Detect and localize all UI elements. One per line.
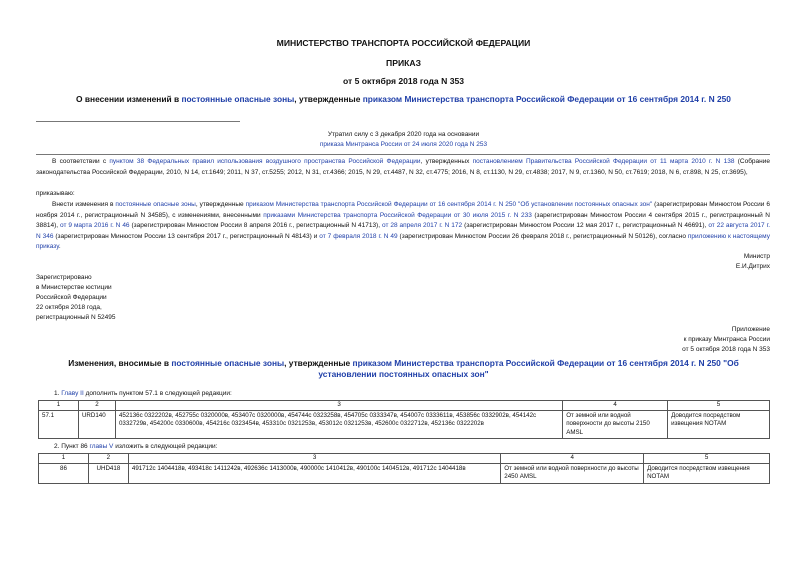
appendix-date: от 5 октября 2018 года N 353 xyxy=(682,346,770,353)
registration-line: Зарегистрировано xyxy=(36,274,92,281)
title-link-order[interactable]: приказом Министерства транспорта Российской Федерации от 16 сентября 2014 г. N 250 xyxy=(362,94,731,104)
registration-block xyxy=(36,273,116,323)
table-header-cell: 2 xyxy=(88,454,128,464)
table-header-cell: 1 xyxy=(39,454,89,464)
cell-altitude: От земной или водной поверхности до высоты 2150 AMSL xyxy=(563,410,668,439)
table-header-cell: 4 xyxy=(501,454,644,464)
cell-notice: Доводится посредством извещения NOTAM xyxy=(644,463,770,483)
preamble-text-1: В соответствии с xyxy=(52,158,110,165)
divider-short xyxy=(36,121,240,122)
signature-block xyxy=(736,252,770,272)
table-2-header-row xyxy=(39,454,770,464)
registration-line: регистрационный N 52495 xyxy=(36,314,116,321)
main-text-2: , утвержденные xyxy=(195,201,246,208)
table-row xyxy=(39,410,770,439)
table-2 xyxy=(38,453,770,484)
main-text-8: (зарегистрирован Минюстом России 26 февраля 2018 г., регистрационный N 50126), согласно xyxy=(397,232,688,240)
table-header-cell: 4 xyxy=(563,401,668,411)
cell-notice: Доводится посредством извещения NOTAM xyxy=(668,410,770,439)
item-1-text-1: 1. xyxy=(54,390,62,397)
main-link-order-233[interactable]: приказами Министерства транспорта Российской Федерации от 30 июля 2015 г. N 233 xyxy=(263,211,532,219)
changes-title-link-order-end[interactable]: установлении постоянных опасных зон" xyxy=(318,368,489,379)
main-text-3: (зарегистрирован Минюстом России 6 ноября 2014 г., регистрационный N 34585), с изменениями, внесенными xyxy=(36,201,771,219)
item-2 xyxy=(54,442,217,452)
repeal-note-link[interactable]: приказа Минтранса России от 24 июля 2020 года N 253 xyxy=(319,141,488,148)
main-link-order-172[interactable]: от 28 апреля 2017 г. N 172 xyxy=(381,222,463,230)
ministry-heading: МИНИСТЕРСТВО ТРАНСПОРТА РОССИЙСКОЙ ФЕДЕРАЦИИ xyxy=(276,38,531,48)
main-link-order-49[interactable]: от 7 февраля 2018 г. N 49 xyxy=(319,232,398,240)
changes-title-text-2: , утвержденные xyxy=(284,358,353,368)
item-1-text-2: дополнить пунктом 57.1 в следующей редакции: xyxy=(83,390,232,397)
main-text-7: (зарегистрирован Минюстом России 13 сентября 2017 г., регистрационный N 48143) и xyxy=(53,232,320,240)
table-1-header-row xyxy=(39,401,770,411)
order-word: приказываю: xyxy=(36,190,75,197)
item-2-text-1: 2. Пункт 86 xyxy=(54,443,90,450)
preamble-link-resolution[interactable]: постановлением Правительства Российской Федерации от 11 марта 2010 г. N 138 xyxy=(472,158,735,165)
main-link-order-346[interactable]: от 22 августа 2017 г. N 346 xyxy=(36,222,770,240)
registration-line: 22 октября 2018 года, xyxy=(36,304,102,311)
main-link-order-250[interactable]: приказом Министерства транспорта Российской Федерации от 16 сентября 2014 г. N 250 "Об установлении постоянных опасных зон" xyxy=(245,201,653,208)
main-link-order-46[interactable]: от 9 марта 2016 г. N 46 xyxy=(60,222,130,230)
cell-altitude: От земной или водной поверхности до высоты 2450 AMSL xyxy=(501,463,644,483)
preamble-link-rules[interactable]: пунктом 38 Федеральных правил использования воздушного пространства Российской Федерации xyxy=(109,158,421,165)
item-1 xyxy=(54,389,232,399)
appendix-order: к приказу Минтранса России xyxy=(683,336,770,343)
document-type: ПРИКАЗ xyxy=(386,58,421,68)
main-paragraph xyxy=(36,200,770,253)
changes-title-text-1: Изменения, вносимые в xyxy=(68,358,172,368)
cell-zone-code: UHD418 xyxy=(88,463,128,483)
table-header-cell: 3 xyxy=(128,454,500,464)
appendix-label: Приложение xyxy=(731,326,770,333)
cell-zone-code: URD140 xyxy=(78,410,115,439)
document-title xyxy=(0,94,807,104)
cell-number: 86 xyxy=(39,463,89,483)
document-date-number: от 5 октября 2018 года N 353 xyxy=(342,76,465,86)
item-2-text-2: изложить в следующей редакции: xyxy=(113,443,218,450)
item-2-link-chapter[interactable]: главы V xyxy=(89,443,114,450)
table-header-cell: 5 xyxy=(644,454,770,464)
appendix-block xyxy=(682,325,770,355)
item-1-link-chapter[interactable]: Главу II xyxy=(61,390,84,397)
main-text-5: (зарегистрирован Минюстом России 8 апреля 2016 г., регистрационный N 41713), xyxy=(129,222,382,230)
repeal-note-text: Утратил силу с 3 декабря 2020 года на основании xyxy=(327,131,480,138)
preamble-text-3: (Собрание законодательства Российской Федерации, 2010, N 14, ст.1649; 2011, N 37, ст.5255; 2012, N 31, ст.4366; 2015, N 29, ст.4487, N 32, ст.4775; 2016, N 8, ст.1130, N 29, ст.4838; 2017, N 9, ст.1360, N 50, ст.7619; 2018, N 6, ст.898, N 25, ст.3695), xyxy=(36,158,771,176)
main-text-4: (зарегистрирован Минюстом России 4 сентября 2015 г., регистрационный N 38814), xyxy=(36,211,771,230)
registration-line: в Министерстве юстиции xyxy=(36,284,112,291)
title-text-2: , утвержденные xyxy=(294,94,363,104)
table-header-cell: 1 xyxy=(39,401,79,411)
table-header-cell: 2 xyxy=(78,401,115,411)
table-1 xyxy=(38,400,770,439)
changes-title-link-order[interactable]: приказом Министерства транспорта Российской Федерации от 16 сентября 2014 г. N 250 "Об xyxy=(352,358,739,368)
changes-title xyxy=(40,358,767,379)
cell-coordinates: 491712с 1404418в, 493418с 1411242в, 492636с 1413000в, 490000с 1410412в, 490100с 1404512в, 491712с 1404418в xyxy=(128,463,500,483)
changes-title-link-zones[interactable]: постоянные опасные зоны xyxy=(171,358,285,368)
main-text-9: . xyxy=(58,243,61,251)
signature-name: Е.И.Дитрих xyxy=(735,263,770,270)
main-link-zones[interactable]: постоянные опасные зоны xyxy=(115,201,196,208)
main-link-appendix[interactable]: приложению к настоящему приказу xyxy=(36,232,770,251)
main-text-1: Внести изменения в xyxy=(52,201,116,208)
preamble-paragraph xyxy=(36,157,770,178)
title-link-zones[interactable]: постоянные опасные зоны xyxy=(181,94,295,104)
table-header-cell: 3 xyxy=(115,401,562,411)
cell-number: 57.1 xyxy=(39,410,79,439)
divider-long xyxy=(36,154,770,155)
signature-position: Министр xyxy=(743,253,770,260)
preamble-text-2: , утвержденных xyxy=(420,158,473,165)
repeal-note xyxy=(0,130,807,150)
table-header-cell: 5 xyxy=(668,401,770,411)
table-row xyxy=(39,463,770,483)
cell-coordinates: 452136с 0322202в, 452755с 0320000в, 453407с 0320000в, 454744с 0323258в, 454705с 0333347в, 454007с 0333611в, 453856с 0332902в, 454142с 0332729в, 454200с 0330600в, 454216с 0323454в, 453310с 0321253в, 453012с 0321253в, 452600с 0322712в, 452136с 0322202в xyxy=(115,410,562,439)
title-text-1: О внесении изменений в xyxy=(76,94,182,104)
registration-line: Российской Федерации xyxy=(36,294,107,301)
main-text-6: (зарегистрирован Минюстом России 12 мая 2017 г., регистрационный N 46691), xyxy=(462,222,709,230)
